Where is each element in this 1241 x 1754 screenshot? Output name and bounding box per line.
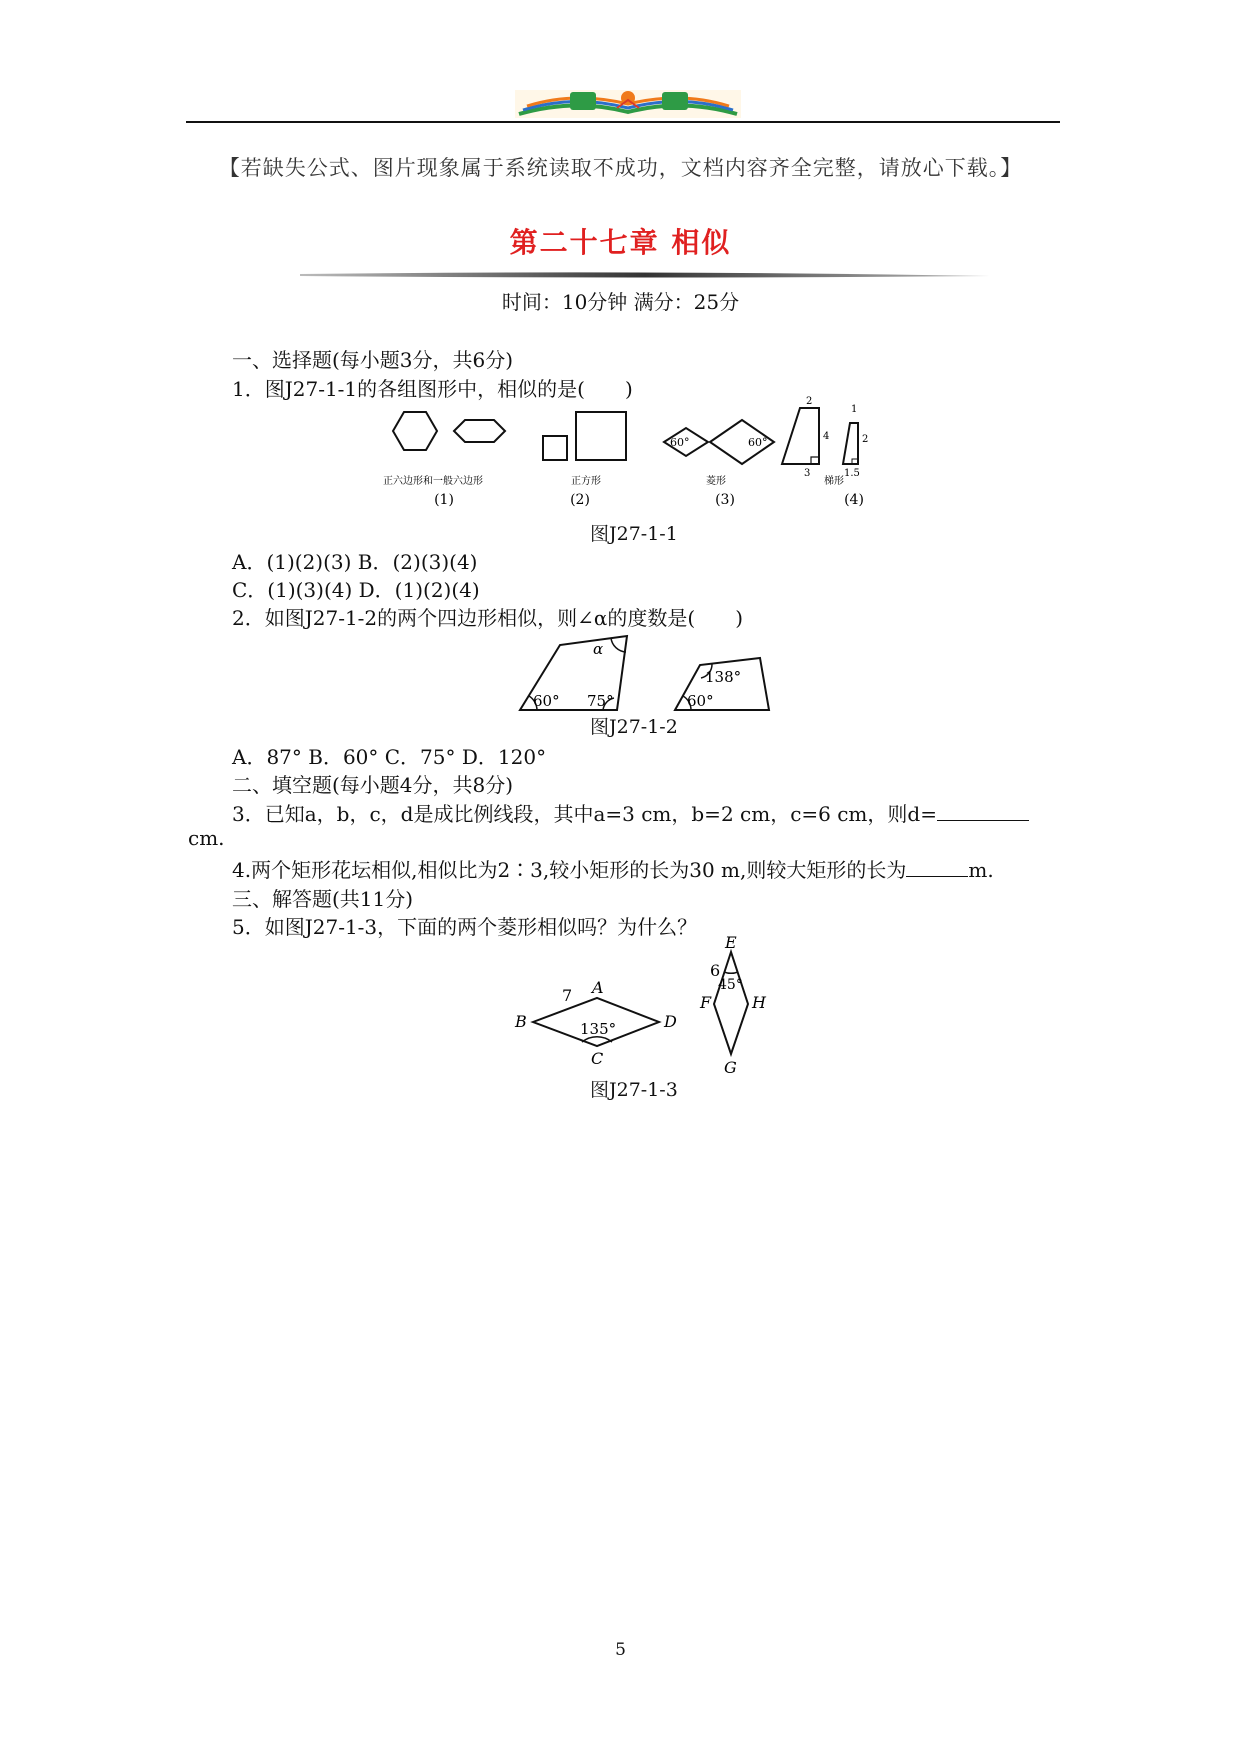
small-rhombus-angle: 60° (670, 436, 690, 449)
angle-138: 138° (705, 668, 742, 686)
side-7: 7 (562, 986, 573, 1005)
angle-135: 135° (580, 1020, 617, 1038)
section-choice-heading: 一、选择题(每小题3分，共6分) (232, 348, 514, 372)
vertex-f: F (700, 993, 712, 1012)
large-trap-right: 4 (823, 431, 830, 442)
irregular-hexagon (454, 420, 505, 442)
q5-stem: 5．如图J27-1-3，下面的两个菱形相似吗？为什么？ (232, 915, 698, 939)
section-answer-heading: 三、解答题(共11分) (232, 887, 414, 911)
angle-alpha: α (593, 640, 604, 658)
download-notice: 【若缺失公式、图片现象属于系统读取不成功，文档内容齐全完整，请放心下载。】 (218, 156, 1023, 180)
large-trap-top: 2 (806, 396, 813, 407)
regular-hexagon (393, 412, 437, 450)
label-group-3: (3) (715, 492, 735, 508)
time-info: 时间：10分钟 满分：25分 (501, 290, 740, 314)
label-trapezoids: 梯形 (824, 476, 844, 487)
label-squares: 正方形 (571, 476, 601, 487)
q3-text (232, 798, 1029, 827)
vertex-b: B (515, 1012, 527, 1031)
vertex-e: E (725, 936, 737, 952)
q1-stem: 1．图J27-1-1的各组图形中，相似的是( ) (232, 377, 633, 401)
q2-stem: 2．如图J27-1-2的两个四边形相似，则∠α的度数是( ) (232, 606, 744, 630)
vertex-h: H (752, 993, 766, 1012)
q2-options: A．87° B．60° C．75° D．120° (232, 745, 547, 769)
page-number: 5 (615, 1640, 626, 1660)
vertex-d: D (664, 1012, 677, 1031)
small-trap-bottom: 1.5 (844, 468, 860, 479)
q4-text (232, 854, 994, 883)
caption-j27-1-2: 图J27-1-2 (590, 716, 678, 738)
header-logo (515, 88, 741, 120)
title-underline (300, 270, 990, 280)
angle-75: 75° (587, 692, 614, 710)
q1-options-1: A．(1)(2)(3) B．(2)(3)(4) (232, 550, 478, 574)
label-group-4: (4) (844, 492, 864, 508)
chapter-title: 第二十七章 相似 (509, 226, 732, 259)
q3-unit: cm. (188, 826, 225, 850)
label-rhombi: 菱形 (706, 476, 726, 487)
q3-stem: 3．已知a，b，c，d是成比例线段，其中a=3 cm，b=2 cm，c=6 cm，则d= (232, 802, 937, 826)
vertex-a: A (592, 978, 604, 997)
angle-60-right: 60° (687, 692, 714, 710)
section-fill-heading: 二、填空题(每小题4分，共8分) (232, 773, 514, 797)
vertex-c: C (591, 1049, 604, 1068)
large-trapezoid (782, 408, 819, 464)
large-trap-bottom: 3 (804, 468, 811, 479)
q4-stem: 4.两个矩形花坛相似,相似比为2∶3,较小矩形的长为30 m,则较大矩形的长为 (232, 858, 907, 882)
angle-45: 45° (718, 977, 743, 993)
label-hexagons: 正六边形和一般六边形 (383, 476, 483, 487)
label-group-2: (2) (570, 492, 590, 508)
figure-j27-1-1 (380, 396, 910, 514)
caption-j27-1-3: 图J27-1-3 (590, 1079, 678, 1101)
side-6: 6 (710, 961, 721, 980)
q4-unit: m. (968, 858, 994, 882)
header-rule (186, 121, 1060, 123)
caption-j27-1-1: 图J27-1-1 (590, 523, 678, 545)
small-trapezoid (843, 423, 858, 464)
vertex-g: G (724, 1058, 737, 1076)
small-trap-top: 1 (851, 404, 858, 415)
small-trap-right: 2 (862, 434, 869, 445)
figure-j27-1-2 (515, 628, 775, 714)
q3-answer-blank[interactable] (937, 802, 1029, 821)
large-rhombus-angle: 60° (748, 436, 768, 449)
small-square (543, 436, 567, 460)
figure-j27-1-3 (512, 936, 782, 1076)
angle-60-left: 60° (533, 692, 560, 710)
label-group-1: (1) (434, 492, 454, 508)
large-square (576, 412, 626, 460)
q4-answer-blank[interactable] (906, 858, 968, 877)
q1-options-2: C．(1)(3)(4) D．(1)(2)(4) (232, 578, 480, 602)
